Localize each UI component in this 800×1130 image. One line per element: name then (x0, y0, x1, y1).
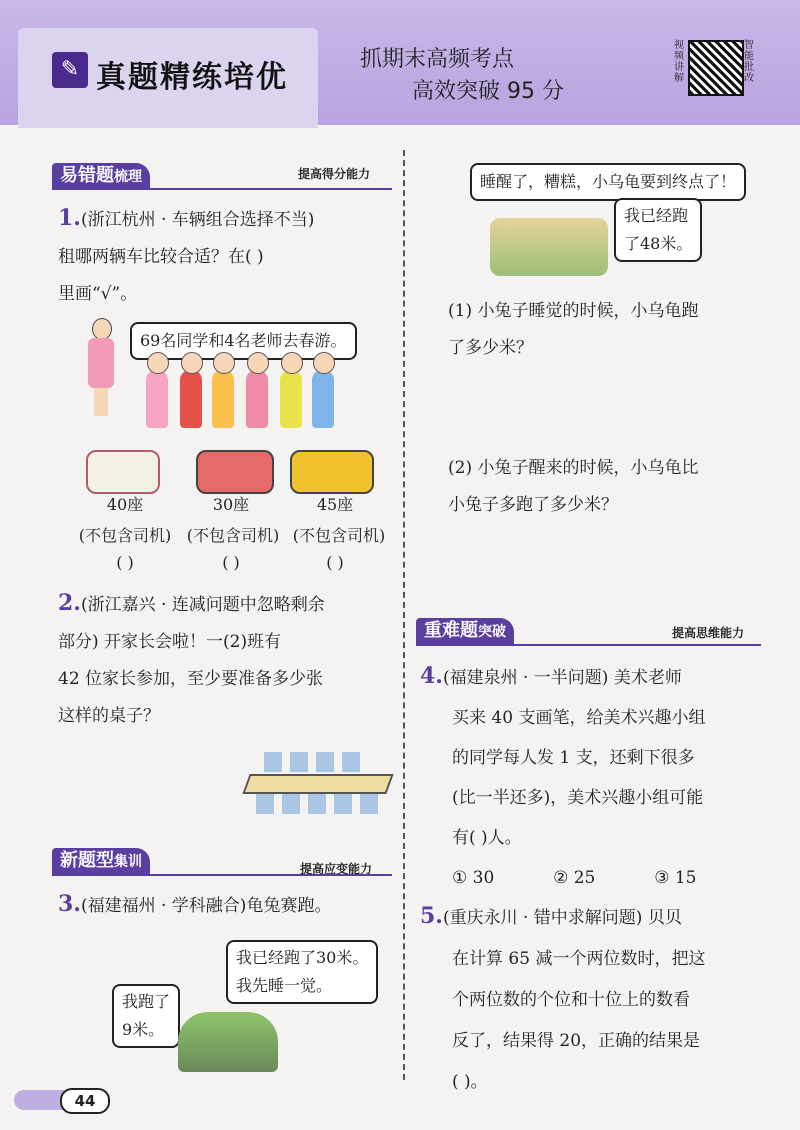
student-figure (180, 370, 202, 428)
bus-note: (不包含司机) (78, 526, 172, 545)
answer-blank[interactable]: ( ) (222, 553, 240, 572)
student-figure (312, 370, 334, 428)
bus-seats-label: 45座 (316, 495, 354, 514)
question-3: 3.(福建福州 · 学科融合)龟兔赛跑。 (58, 891, 332, 917)
column-divider (403, 150, 405, 1080)
section-caption: 提高得分能力 (298, 167, 371, 181)
bus-45-icon (290, 450, 374, 494)
speech-bubble: 我已经跑 了48米。 (614, 198, 702, 262)
answer-blank[interactable]: ( ) (116, 553, 134, 572)
table-with-chairs-icon (246, 752, 386, 818)
question-2: 2.(浙江嘉兴 · 连减问题中忽略剩余 部分) 开家长会啦！一(2)班有 42 位家长参加，至少要准备多少张 这样的桌子？ (58, 590, 325, 726)
bus-note: (不包含司机) (292, 526, 386, 545)
speech-bubble: 睡醒了，糟糕，小乌龟要到终点了！ (470, 163, 746, 201)
rabbit-tortoise-scene (178, 1012, 278, 1072)
section-underline (52, 188, 392, 190)
bus-30-icon (196, 450, 274, 494)
page-title: 真题精练培优 (96, 60, 288, 95)
student-figure (146, 370, 168, 428)
qr-right-label: 智能批改 (744, 40, 754, 84)
question-3-part-1: (1) 小兔子睡觉的时候，小乌龟跑 了多少米？ (448, 301, 699, 358)
question-1: 1.(浙江杭州 · 车辆组合选择不当) 租哪两辆车比较合适？在( ) 里画“√”。 (58, 205, 315, 304)
section-tag-new-types: 新题型集训 (52, 848, 150, 874)
edit-pencil-icon: ✎ (52, 52, 88, 88)
speech-bubble: 69名同学和4名老师去春游。 (130, 322, 357, 360)
option[interactable]: ② 25 (553, 868, 596, 888)
page-number-bar (14, 1090, 64, 1110)
answer-blank[interactable]: ( ) (326, 553, 344, 572)
student-figure (280, 370, 302, 428)
section-tag-errors: 易错题梳理 (52, 163, 150, 189)
question-number: 1. (58, 205, 81, 231)
question-number: 4. (420, 663, 443, 689)
question-3-part-2: (2) 小兔子醒来的时候，小乌龟比 小兔子多跑了多少米？ (448, 458, 699, 515)
qr-left-label: 视频讲解 (674, 40, 684, 84)
section-tag-hard: 重难题突破 (416, 618, 514, 644)
option[interactable]: ③ 15 (654, 868, 697, 888)
section-underline (416, 644, 761, 646)
bus-40-icon (86, 450, 160, 494)
student-figure (212, 370, 234, 428)
question-number: 3. (58, 891, 81, 917)
student-figure (246, 370, 268, 428)
bus-note: (不包含司机) (186, 526, 280, 545)
question-number: 2. (58, 590, 81, 616)
question-5: 5.(重庆永川 · 错中求解问题) 贝贝 在计算 65 减一个两位数时，把这 个两位数的个位和十位上的数看 反了，结果得 20，正确的结果是 ( )。 (420, 903, 706, 1092)
speech-bubble: 我跑了 9米。 (112, 984, 180, 1048)
speech-bubble: 我已经跑了30米。 我先睡一觉。 (226, 940, 378, 1004)
header-subtitle-2: 高效突破 95 分 (412, 79, 564, 104)
question-number: 5. (420, 903, 443, 929)
race-path-scene (490, 218, 608, 276)
section-caption: 提高应变能力 (300, 862, 373, 876)
option[interactable]: ① 30 (452, 868, 495, 888)
header-subtitle-1: 抓期末高频考点 (360, 47, 515, 72)
question-4: 4.(福建泉州 · 一半问题) 美术老师 买来 40 支画笔，给美术兴趣小组 的同学每人发 1 支，还剩下很多 (比一半还多)，美术兴趣小组可能 有( )人。 ① 30 ② 25 ③ 15 (420, 663, 706, 888)
teacher-figure (88, 318, 114, 418)
page-number: 44 (60, 1088, 110, 1114)
bus-seats-label: 40座 (106, 495, 144, 514)
bus-seats-label: 30座 (212, 495, 250, 514)
section-caption: 提高思维能力 (672, 626, 745, 640)
qr-code-icon[interactable] (688, 40, 744, 96)
